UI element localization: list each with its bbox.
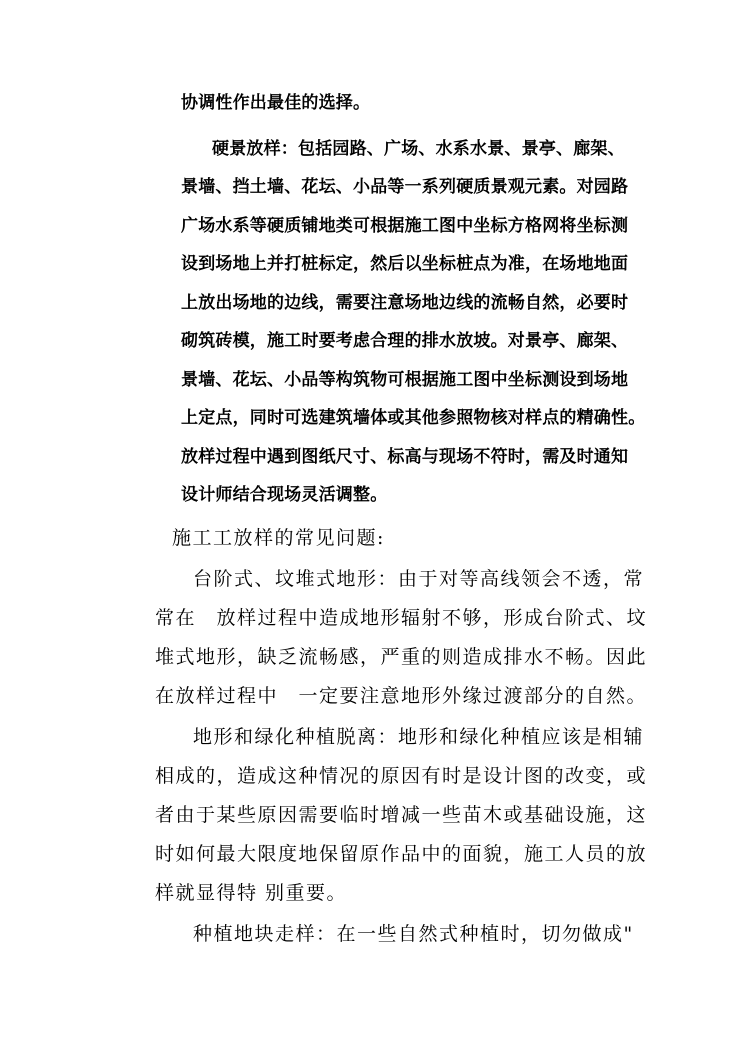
section-title: 施工工放样的常见问题: xyxy=(172,527,385,549)
text-line: 堆式地形，缺乏流畅感，严重的则造成排水不畅。因此 xyxy=(155,646,648,668)
text-line: 在放样过程中 一定要注意地形外缘过渡部分的自然。 xyxy=(155,685,648,707)
text-line: 上放出场地的边线，需要注意场地边线的流畅自然，必要时 xyxy=(181,293,629,313)
paragraph-terrace-heading-line: 台阶式、坟堆式地形：由于对等高线领会不透，常 xyxy=(193,568,645,590)
text-line: 设到场地上并打桩标定，然后以坐标桩点为准，在场地地面 xyxy=(181,254,629,274)
text-line: 设计师结合现场灵活调整。 xyxy=(181,485,388,505)
paragraph-plot-heading-line: 种植地块走样：在一些自然式种植时，切勿做成" xyxy=(193,923,634,945)
text-line: 景墙、挡土墙、花坛、小品等一系列硬质景观元素。对园路 xyxy=(181,177,629,197)
text-line: 砌筑砖模，施工时要考虑合理的排水放坡。对景亭、廊架、 xyxy=(181,331,629,351)
text-line: 放样过程中遇到图纸尺寸、标高与现场不符时，需及时通知 xyxy=(181,447,629,467)
text-line: 者由于某些原因需要临时增减一些苗木或基础设施，这 xyxy=(155,804,648,826)
paragraph-planting-heading-line: 地形和绿化种植脱离：地形和绿化种植应该是相辅 xyxy=(193,726,645,748)
text-line: 时如何最大限度地保留原作品中的面貌，施工人员的放 xyxy=(155,843,648,865)
text-line: 广场水系等硬质铺地类可根据施工图中坐标方格网将坐标测 xyxy=(181,216,629,236)
text-line: 协调性作出最佳的选择。 xyxy=(181,93,371,113)
text-line: 景墙、花坛、小品等构筑物可根据施工图中坐标测设到场地 xyxy=(181,370,629,390)
paragraph-hardscape-heading-line: 硬景放样：包括园路、广场、水系水景、景亭、廊架、 xyxy=(212,139,625,159)
text-line: 相成的，造成这种情况的原因有时是设计图的改变，或 xyxy=(155,765,648,787)
text-line: 常在 放样过程中造成地形辐射不够，形成台阶式、坟 xyxy=(155,607,648,629)
text-line: 上定点，同时可选建筑墙体或其他参照物核对样点的精确性。 xyxy=(181,408,646,428)
text-line: 样就显得特 别重要。 xyxy=(155,882,348,904)
